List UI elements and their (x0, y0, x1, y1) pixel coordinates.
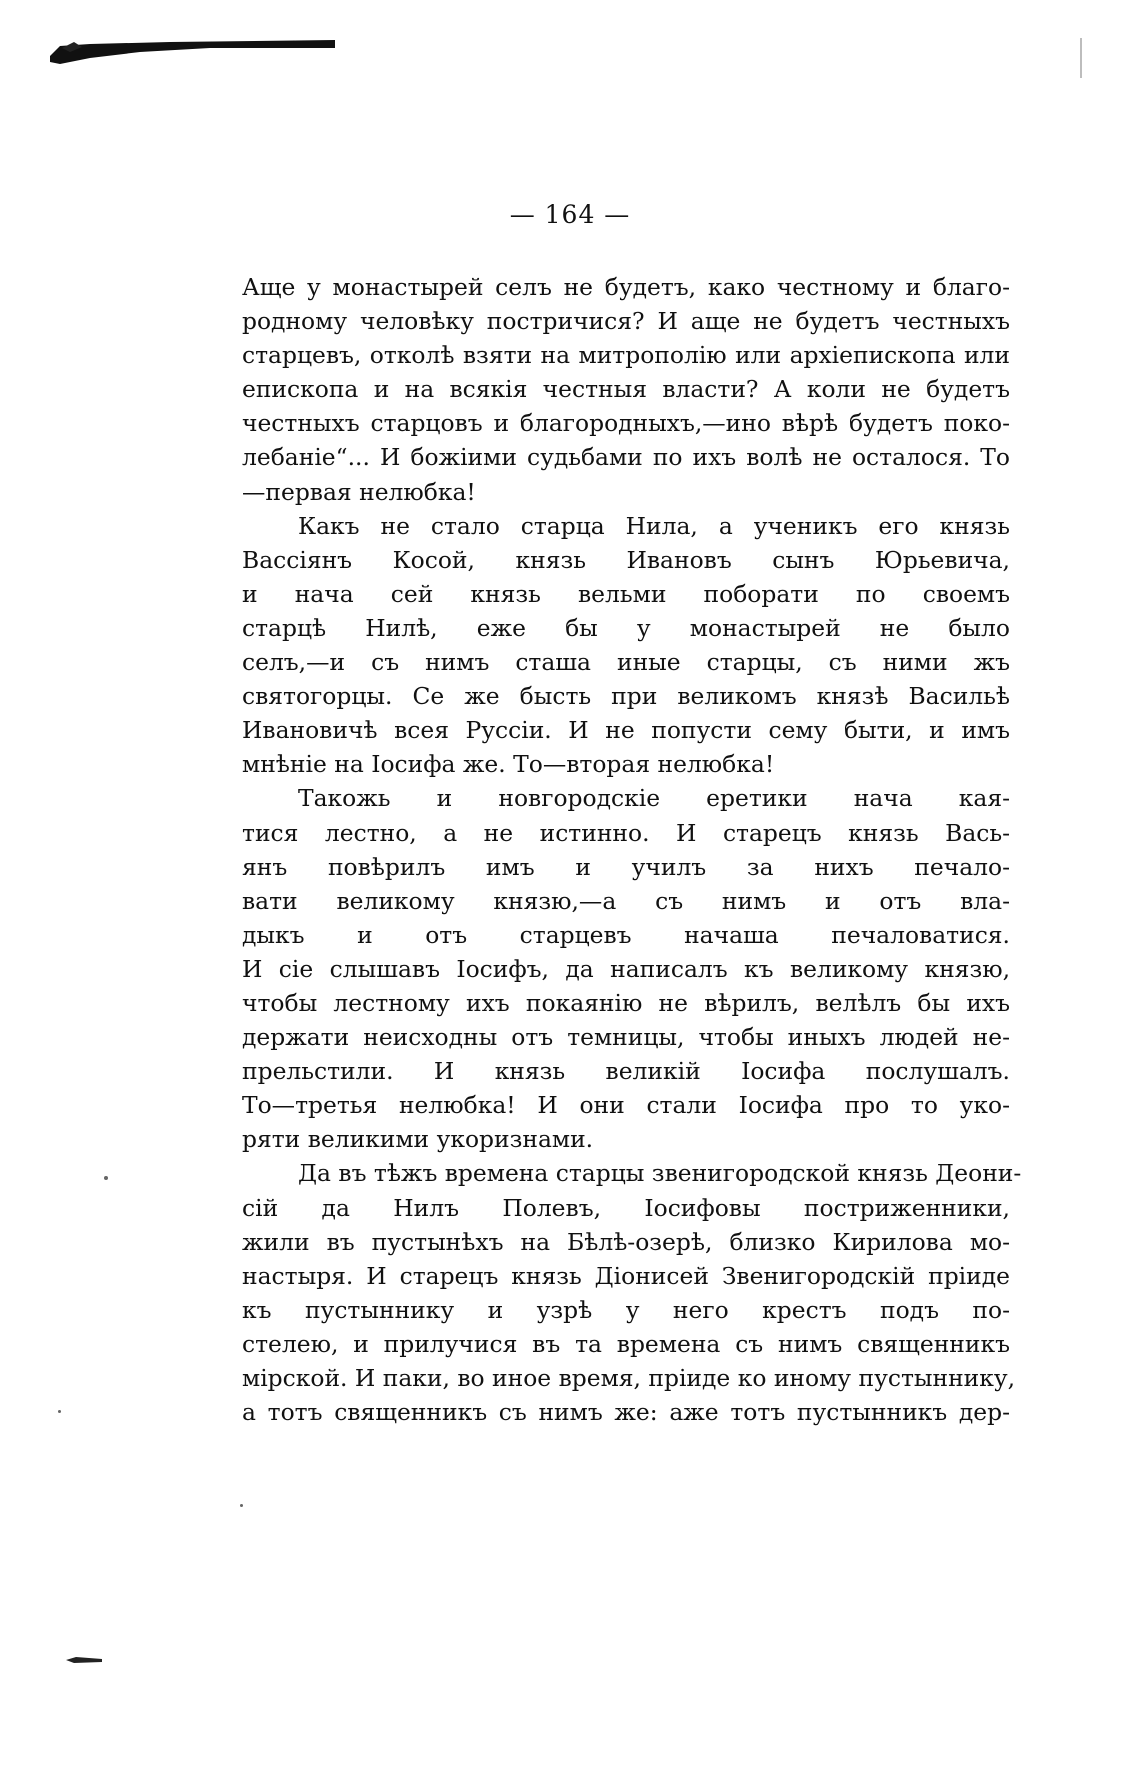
text-line: Какъ не стало старца Нила, а ученикъ его князь (298, 511, 1010, 540)
text-line: держати неисходны отъ темницы, чтобы иныхъ людей не- (242, 1023, 1010, 1052)
text-line: Аще у монастырей селъ не будетъ, како честному и благо- (242, 273, 1010, 301)
text-line: —первая нелюбка! (242, 477, 476, 506)
text-line: То—третья нелюбка! И они стали Іосифа про то уко- (242, 1091, 1010, 1120)
text-line: старцѣ Нилѣ, еже бы у монастырей не было (242, 613, 1010, 642)
scan-smudge-bottom (66, 1656, 102, 1664)
text-line: жили въ пустынѣхъ на Бѣлѣ-озерѣ, близко Кирилова мо- (242, 1227, 1010, 1256)
text-line: Ивановичѣ всея Руссіи. И не попусти сему быти, и имъ (242, 716, 1010, 745)
page-edge-line (1080, 38, 1082, 78)
text-line: родному человѣку постричися? И аще не будетъ честныхъ (242, 307, 1010, 336)
text-line: мнѣніе на Іосифа же. То—вторая нелюбка! (242, 750, 775, 779)
text-line: чтобы лестному ихъ покаянію не вѣрилъ, велѣлъ бы ихъ (242, 988, 1010, 1017)
text-line: Вассіянъ Косой, князь Ивановъ сынъ Юрьевича, (242, 545, 1010, 574)
text-line: мірской. И паки, во иное время, пріиде ко иному пустыннику, (242, 1364, 1016, 1392)
text-line: настыря. И старецъ князь Діонисей Звенигородскій пріиде (242, 1261, 1010, 1290)
page-number: — 164 — (509, 200, 631, 229)
text-line: святогорцы. Се же бысть при великомъ князѣ Васильѣ (242, 682, 1010, 711)
scan-speck (104, 1176, 108, 1180)
text-line: селъ,—и съ нимъ сташа иные старцы, съ ними жъ (242, 648, 1010, 677)
text-line: честныхъ старцовъ и благородныхъ,—ино вѣрѣ будетъ поко- (242, 409, 1010, 438)
text-line: янъ повѣрилъ имъ и училъ за нихъ печало- (242, 852, 1010, 881)
text-line: епископа и на всякія честныя власти? А коли не будетъ (242, 375, 1010, 404)
text-line: Такожь и новгородскіе еретики нача кая- (298, 784, 1010, 813)
text-line: и нача сей князь вельми поборати по своемъ (242, 579, 1010, 608)
text-line: сій да Нилъ Полевъ, Іосифовы постриженники, (242, 1193, 1010, 1222)
text-line: лебаніе“... И божіими судьбами по ихъ волѣ не осталося. То (242, 443, 1010, 472)
text-line: И сіе слышавъ Іосифъ, да написалъ къ великому князю, (242, 954, 1010, 983)
page-text (242, 270, 1022, 1429)
text-line: прельстили. И князь великій Іосифа послушалъ. (242, 1057, 1010, 1086)
text-line: дыкъ и отъ старцевъ начаша печаловатися. (242, 920, 1010, 949)
text-line: къ пустыннику и узрѣ у него крестъ подъ по- (242, 1295, 1010, 1324)
text-line: тися лестно, а не истинно. И старецъ князь Вась- (242, 818, 1010, 847)
text-line: а тотъ священникъ съ нимъ же: аже тотъ пустынникъ дер- (242, 1398, 1010, 1427)
text-line: ряти великими укоризнами. (242, 1125, 594, 1154)
text-line: вати великому князю,—а съ нимъ и отъ вла- (242, 886, 1010, 915)
scan-smudge-top (50, 38, 335, 68)
text-line: Да въ тѣжъ времена старцы звенигородской князь Деони- (298, 1159, 1022, 1188)
text-line: старцевъ, отколѣ взяти на митрополію или архіепископа или (242, 341, 1010, 370)
scan-speck (58, 1410, 61, 1413)
scan-speck (240, 1504, 243, 1507)
text-line: стелею, и прилучися въ та времена съ нимъ священникъ (242, 1329, 1010, 1358)
